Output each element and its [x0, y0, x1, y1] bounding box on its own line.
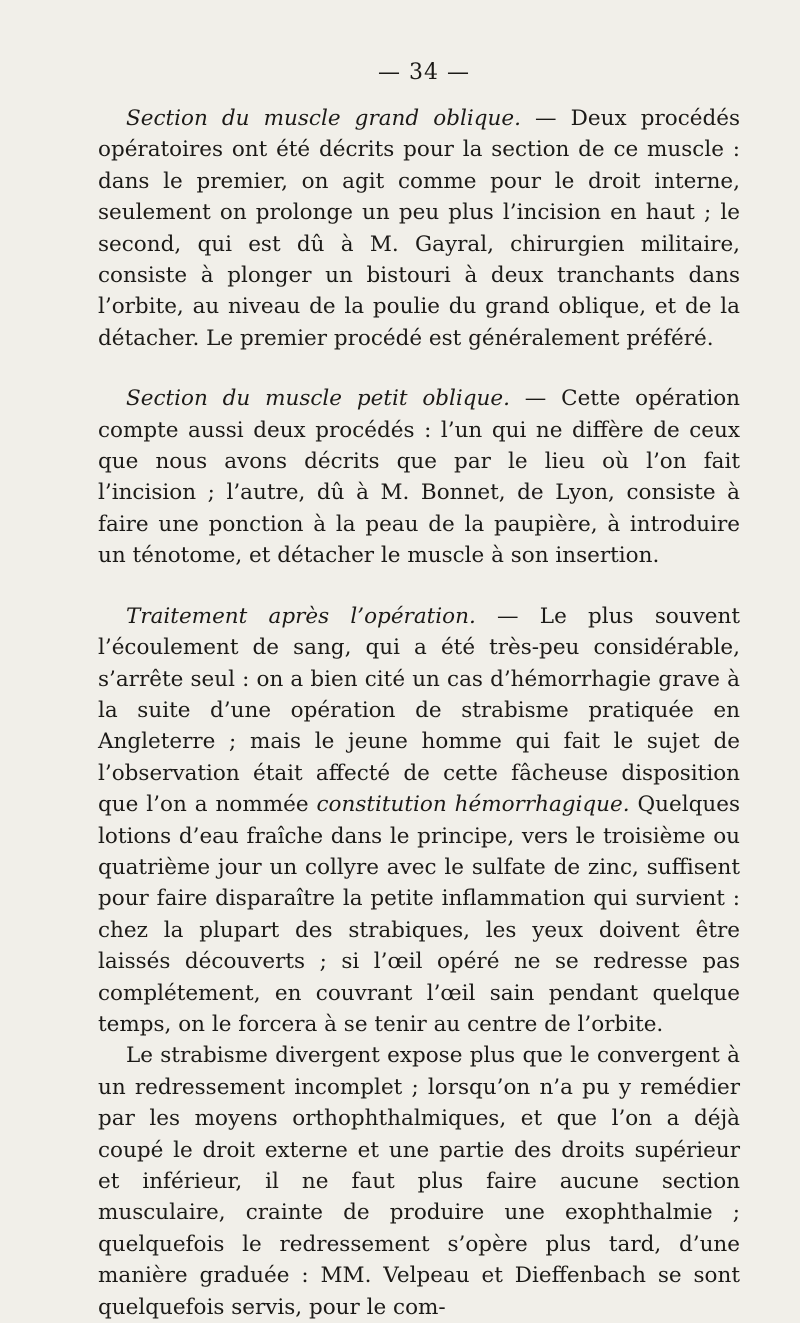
paragraph-text: — Cette opération compte aussi deux procédés : l’un qui ne diffère de ceux que nous avons décrits que par le lieu où l’on fait l’incision ; l’autre, dû à M. Bonnet, de Lyon, consiste à faire une ponction à la peau de la paupière, à introduire un ténotome, et détacher le muscle à son insertion.: [98, 386, 740, 569]
paragraph-text: — Deux procédés opératoires ont été décrits pour la section de ce muscle : dans le premier, on agit comme pour le droit interne, seulement on prolonge un peu plus l’incision en haut ; le second, qui est dû à M. Gayral, chirurgien militaire, consiste à plonger un bistouri à deux tranchants dans l’orbite, au niveau de la poulie du grand oblique, et de la détacher. Le premier procédé est généralement préféré.: [98, 106, 740, 351]
emphasis-text: constitution hémorrhagique.: [316, 792, 630, 818]
paragraph-petit-oblique: [98, 383, 740, 571]
section-heading-petit-oblique: Section du muscle petit oblique.: [126, 386, 510, 412]
page-number: — 34 —: [378, 60, 470, 85]
section-heading-traitement: Traitement après l’opération.: [126, 603, 476, 629]
paragraph-traitement: [98, 601, 740, 1041]
paragraph-text: — Le plus souvent l’écoulement de sang, qui a été très-peu considérable, s’arrête seul : on a bien cité un cas d’hémorrhagie grave à la suite d’une opération de strabisme pratiquée en Angleterre ; mais le jeune homme qui fait le sujet de l’observation était affecté de cette fâcheuse disposition que l’on a nommée: [98, 603, 740, 818]
paragraph-text: Le strabisme divergent expose plus que le convergent à un redressement incomplet ; lorsqu’on n’a pu y remédier par les moyens orthophthalmiques, et que l’on a déjà coupé le droit externe et une partie des droits supérieur et inférieur, il ne faut plus faire aucune section musculaire, crainte de produire une exophthalmie ; quelquefois le redressement s’opère plus tard, d’une manière graduée : MM. Velpeau et Dieffenbach se sont quelquefois servis, pour le com-: [98, 1043, 740, 1320]
paragraph-grand-oblique: [98, 103, 740, 354]
paragraph-text: Quelques lotions d’eau fraîche dans le principe, vers le troisième ou quatrième jour un collyre avec le sulfate de zinc, suffisent pour faire disparaître la petite inflammation qui survient : chez la plupart des strabiques, les yeux doivent être laissés découverts ; si l’œil opéré ne se redresse pas complétement, en couvrant l’œil sain pendant quelque temps, on le forcera à se tenir au centre de l’orbite.: [98, 792, 740, 1037]
section-heading-grand-oblique: Section du muscle grand oblique.: [126, 106, 521, 131]
paragraph-strabisme-divergent: [98, 1040, 740, 1323]
